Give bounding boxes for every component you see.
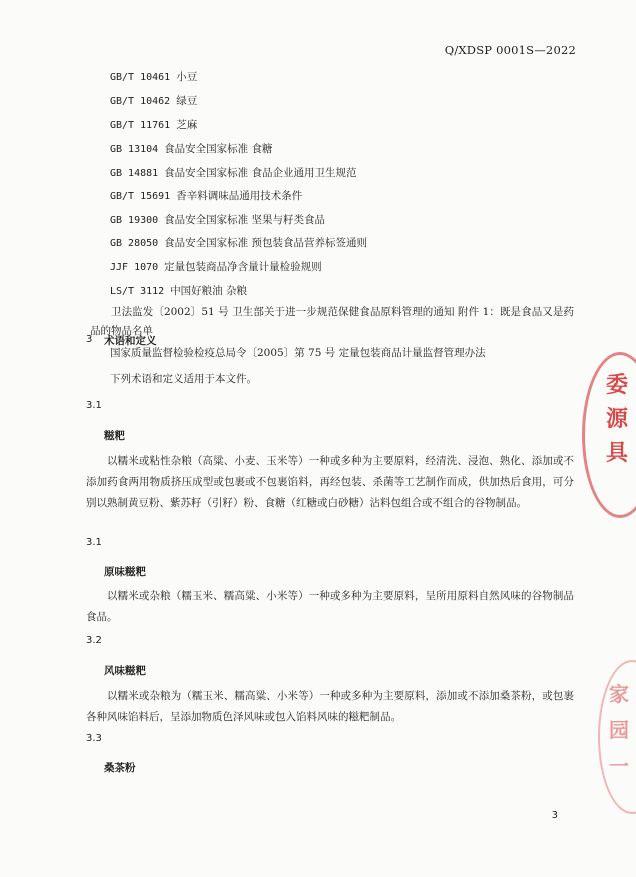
reference-code: GB/T 10461 <box>110 72 171 83</box>
page-number: 3 <box>551 810 558 821</box>
reference-code: GB 13104 <box>110 144 159 155</box>
reference-title: 食品安全国家标准 食品企业通用卫生规范 <box>164 167 357 179</box>
reference-code: GB/T 10462 <box>110 96 171 107</box>
section-intro: 下列术语和定义适用于本文件。 <box>110 373 257 385</box>
reference-title: 绿豆 <box>176 95 198 107</box>
regulation-notice: 国家质量监督检验检疫总局令〔2005〕第 75 号 定量包装商品计量监督管理办法 <box>110 347 486 359</box>
faded-seal-glyphs <box>604 676 634 784</box>
term-number: 3.1 <box>86 400 102 411</box>
reference-title: 芝麻 <box>176 119 198 131</box>
section-title: 术语和定义 <box>104 335 157 347</box>
reference-code: JJF 1070 <box>110 262 159 273</box>
reference-item <box>110 189 302 204</box>
term-name: 原味糍粑 <box>104 566 146 578</box>
term-definition: 以糯米或杂粮（糯玉米、糯高粱、小米等）一种或多种为主要原料，呈所用原料自然风味的谷物制品食品。 <box>86 590 574 623</box>
seal-glyph: 具 <box>605 440 628 466</box>
reference-code: GB 14881 <box>110 168 159 179</box>
reference-item <box>110 213 325 228</box>
reference-item <box>110 94 197 109</box>
reference-code: GB/T 11761 <box>110 120 171 131</box>
term-name: 糍粑 <box>104 430 125 442</box>
term-number: 3.1 <box>86 537 102 548</box>
term-definition: 以糯米或杂粮为（糯玉米、糯高粱、小米等）一种或多种为主要原料，添加或不添加桑茶粉，或包裹各种风味馅料后，呈添加物质色泽风味或包入馅料风味的糍粑制品。 <box>86 690 574 723</box>
reference-item <box>110 236 367 251</box>
reference-item <box>110 118 197 133</box>
reference-title: 食品安全国家标准 预包装食品营养标签通则 <box>164 237 368 249</box>
reference-title: 食品安全国家标准 坚果与籽类食品 <box>164 214 326 226</box>
reference-item <box>110 70 197 85</box>
term-definition: 以糯米或粘性杂粮（高粱、小麦、玉米等）一种或多种为主要原料，经清洗、浸泡、熟化、添加或不添加药食两用物质挤压成型或包裹或不包裹馅料，再经包装、杀菌等工艺制作而成，供加热后食用，可分别以熟制黄豆粉、紫苏籽（引籽）粉、食糖（红糖或白砂糖）沾料包组合或不组合的谷物制品。 <box>86 455 574 509</box>
reference-code: GB/T 15691 <box>110 191 171 202</box>
reference-title: 香辛料调味品通用技术条件 <box>176 190 303 202</box>
regulation-notice: 卫法监发〔2002〕51 号 卫生部关于进一步规范保健食品原料管理的通知 附件 1：既是食品又是药品的物品名单 <box>90 306 574 337</box>
seal-glyph: 一 <box>609 754 629 778</box>
term-number: 3.2 <box>86 635 102 646</box>
reference-title: 中国好粮油 杂粮 <box>170 285 248 297</box>
standard-code-header: Q/XDSP 0001S—2022 <box>444 43 576 57</box>
seal-glyph: 园 <box>609 718 629 742</box>
term-name: 风味糍粑 <box>104 665 146 677</box>
seal-glyph: 委 <box>605 372 628 398</box>
reference-code: LS/T 3112 <box>110 286 165 297</box>
reference-title: 食品安全国家标准 食糖 <box>164 143 273 155</box>
term-number: 3.3 <box>86 733 102 744</box>
section-number: 3 <box>86 334 93 345</box>
seal-glyph: 家 <box>609 682 629 706</box>
official-seal-glyphs <box>600 368 634 470</box>
reference-item <box>110 284 247 299</box>
term-name: 桑茶粉 <box>104 762 136 774</box>
reference-code: GB 28050 <box>110 238 159 249</box>
reference-item <box>110 166 357 181</box>
reference-title: 小豆 <box>176 71 198 83</box>
reference-item <box>110 142 273 157</box>
reference-item <box>110 260 322 275</box>
reference-title: 定量包装商品净含量计量检验规则 <box>164 261 322 273</box>
reference-code: GB 19300 <box>110 215 159 226</box>
seal-glyph: 源 <box>605 406 628 432</box>
